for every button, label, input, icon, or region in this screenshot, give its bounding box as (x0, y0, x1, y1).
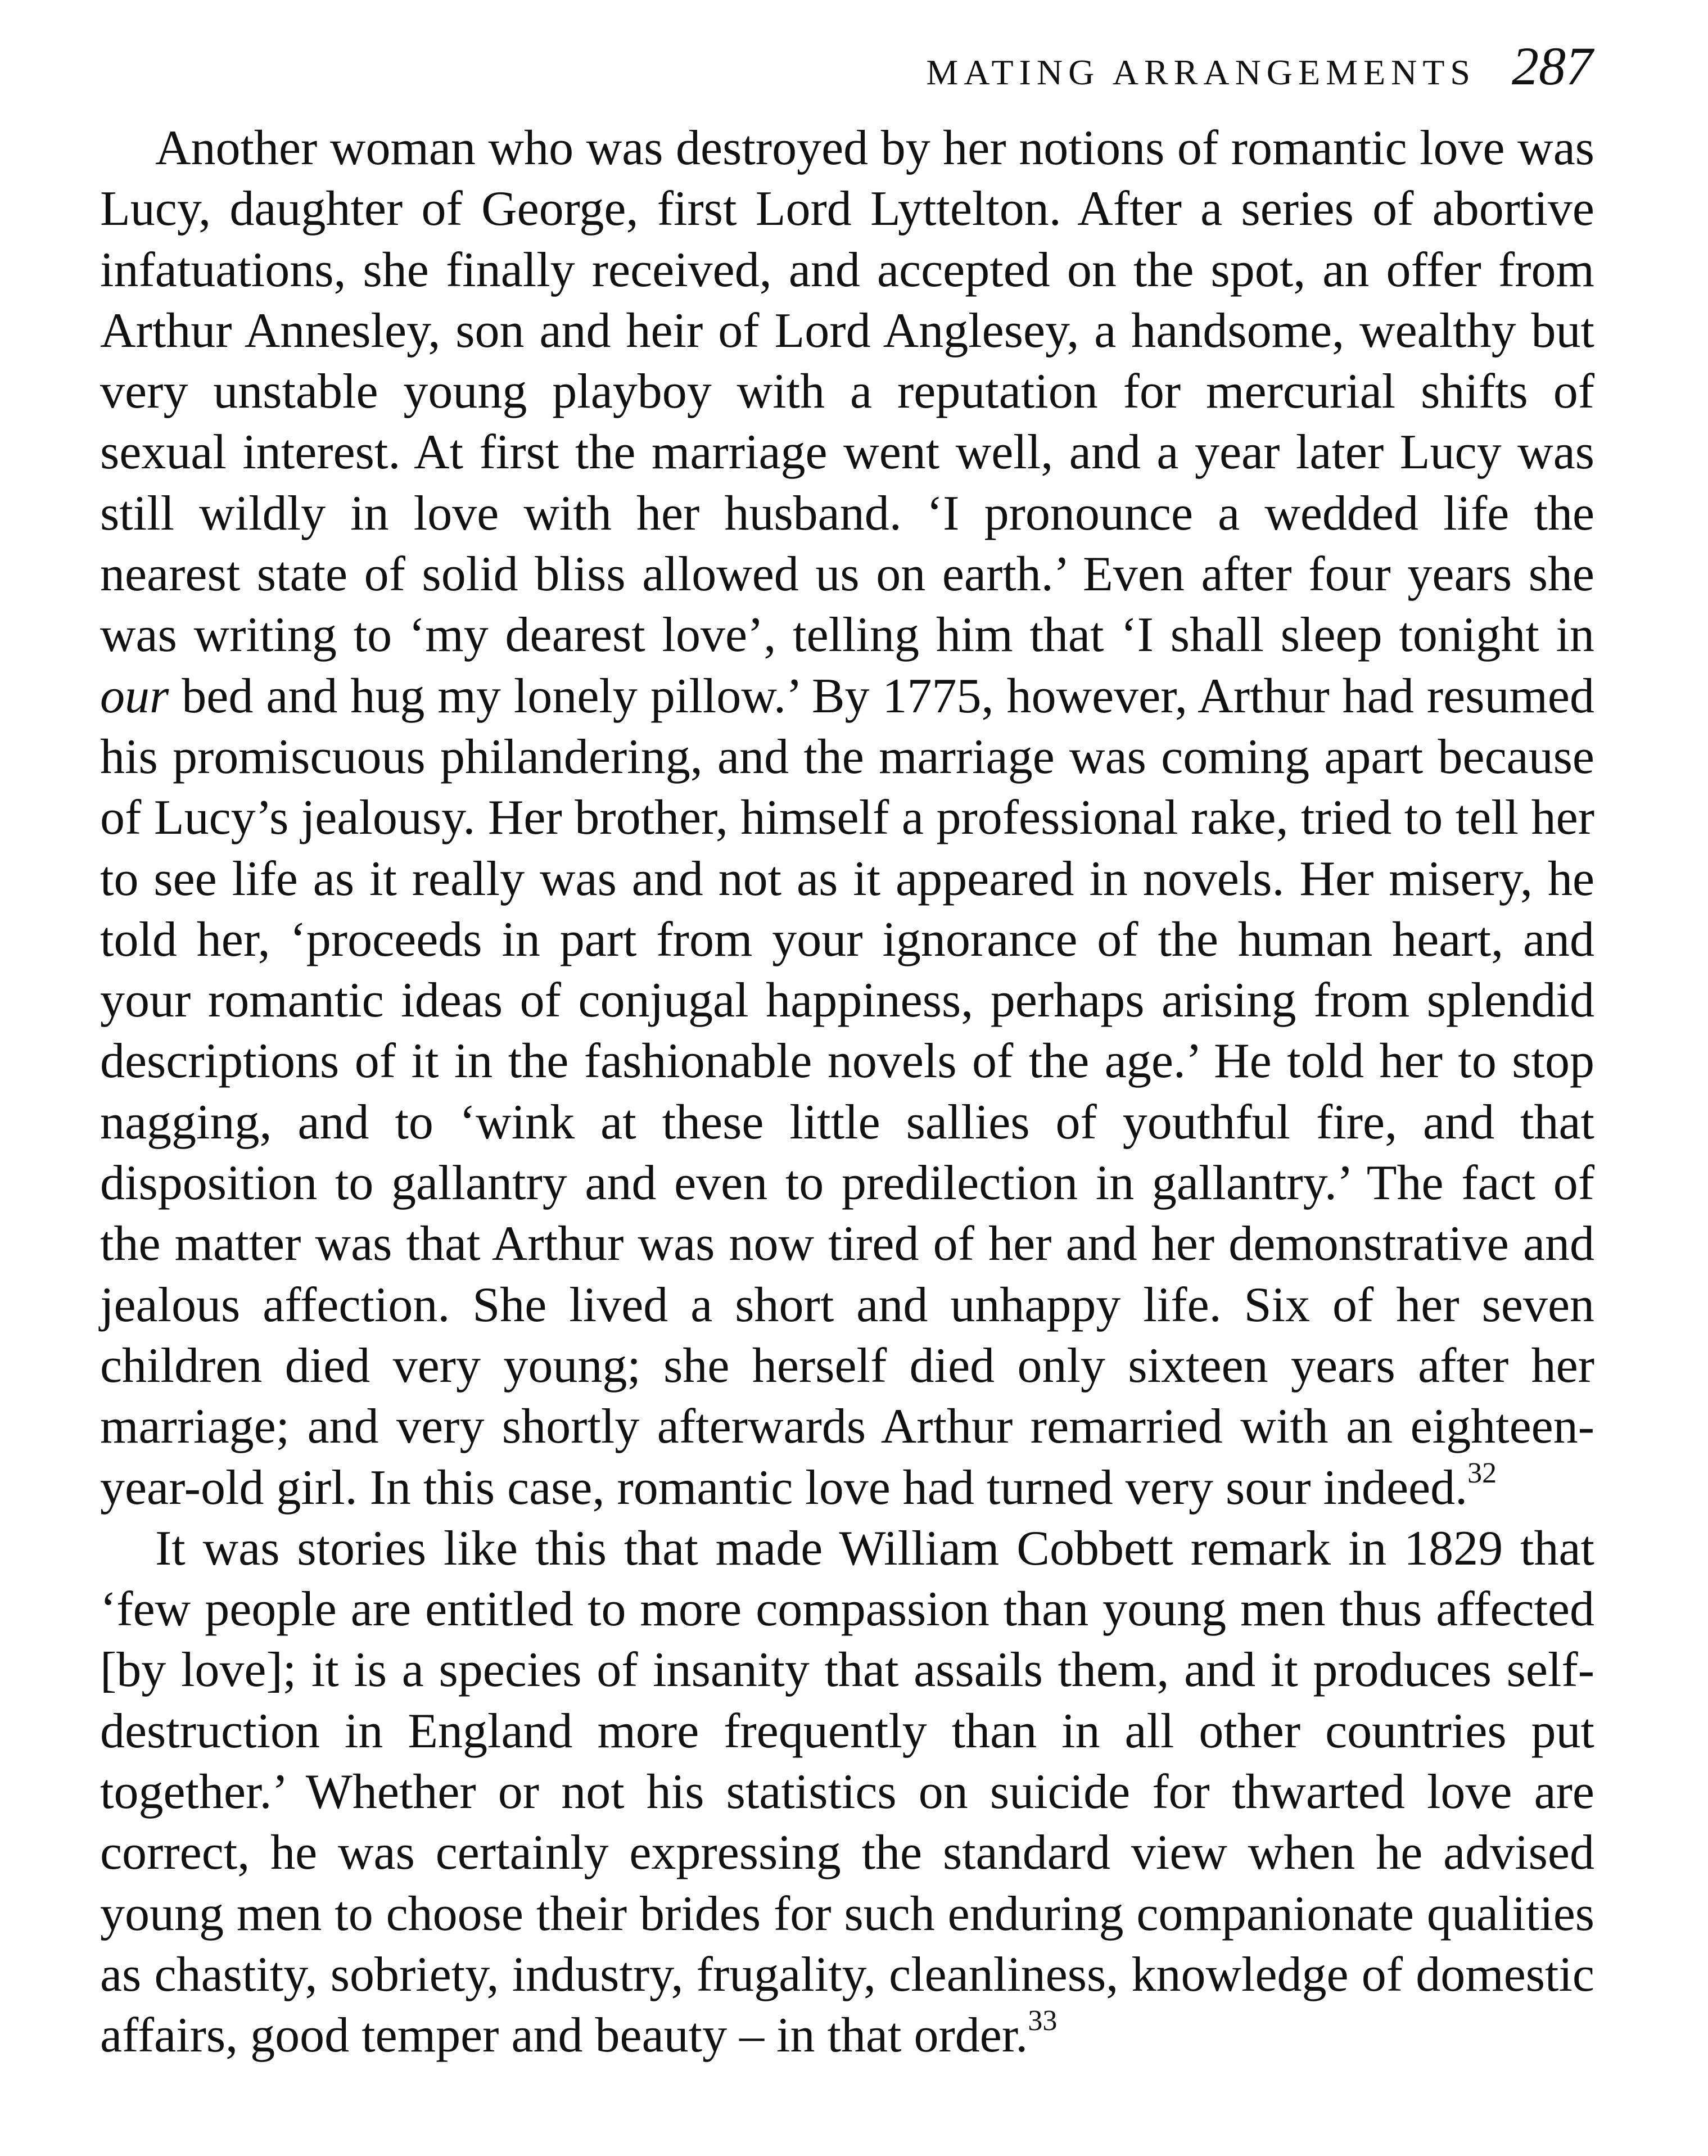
body-text (100, 118, 1594, 2067)
paragraph-text: bed and hug my lonely pillow.’ By 1775, however, Arthur had resumed his promiscuous philandering, and the marriage was coming apart because of Lucy’s jealousy. Her brother, himself a professional rake, tried to tell her to see life as it really was and not as it appeared in novels. Her misery, he told her, ‘proceeds in part from your ignorance of the human heart, and your romantic ideas of conjugal happiness, perhaps arising from splendid descriptions of it in the fashionable novels of the age.’ He told her to stop nagging, and to ‘wink at these little sallies of youthful fire, and that disposition to gallantry and even to predilection in gallantry.’ The fact of the matter was that Arthur was now tired of her and her demonstrative and jealous affection. She lived a short and unhappy life. Six of her seven children died very young; she herself died only sixteen years after her marriage; and very shortly afterwards Arthur remarried with an eighteen-year-old girl. In this case, romantic love had turned very sour indeed. (100, 668, 1594, 1515)
italic-emphasis: our (100, 668, 169, 724)
page-number: 287 (1512, 36, 1593, 96)
running-head (926, 35, 1593, 97)
paragraph-text: It was stories like this that made William Cobbett remark in 1829 that ‘few people are entitled to more compassion than young men thus affected [by love]; it is a species of insanity that assails them, and it produces self-destruction in England more frequently than in all other countries put together.’ Whether or not his statistics on suicide for thwarted love are correct, he was certainly expressing the standard view when he advised young men to choose their brides for such enduring companionate qualities as chastity, sobriety, industry, frugality, cleanliness, knowledge of domestic affairs, good temper and beauty – in that order. (100, 1521, 1594, 2063)
footnote-ref: 32 (1467, 1457, 1497, 1489)
paragraph-cobbett (100, 1518, 1594, 2067)
paragraph-text: Another woman who was destroyed by her notions of romantic love was Lucy, daughter of George, first Lord Lyttelton. After a series of abortive infatuations, she finally received, and accepted on the spot, an offer from Arthur Annesley, son and heir of Lord Anglesey, a handsome, wealthy but very unstable young playboy with a reputation for mercurial shifts of sexual interest. At first the marriage went well, and a year later Lucy was still wildly in love with her husband. ‘I pronounce a wedded life the nearest state of solid bliss allowed us on earth.’ Even after four years she was writing to ‘my dearest love’, telling him that ‘I shall sleep tonight in (100, 121, 1594, 663)
footnote-ref: 33 (1028, 2005, 1058, 2037)
paragraph-lyttelton (100, 118, 1594, 1518)
running-title: MATING ARRANGEMENTS (926, 52, 1476, 92)
